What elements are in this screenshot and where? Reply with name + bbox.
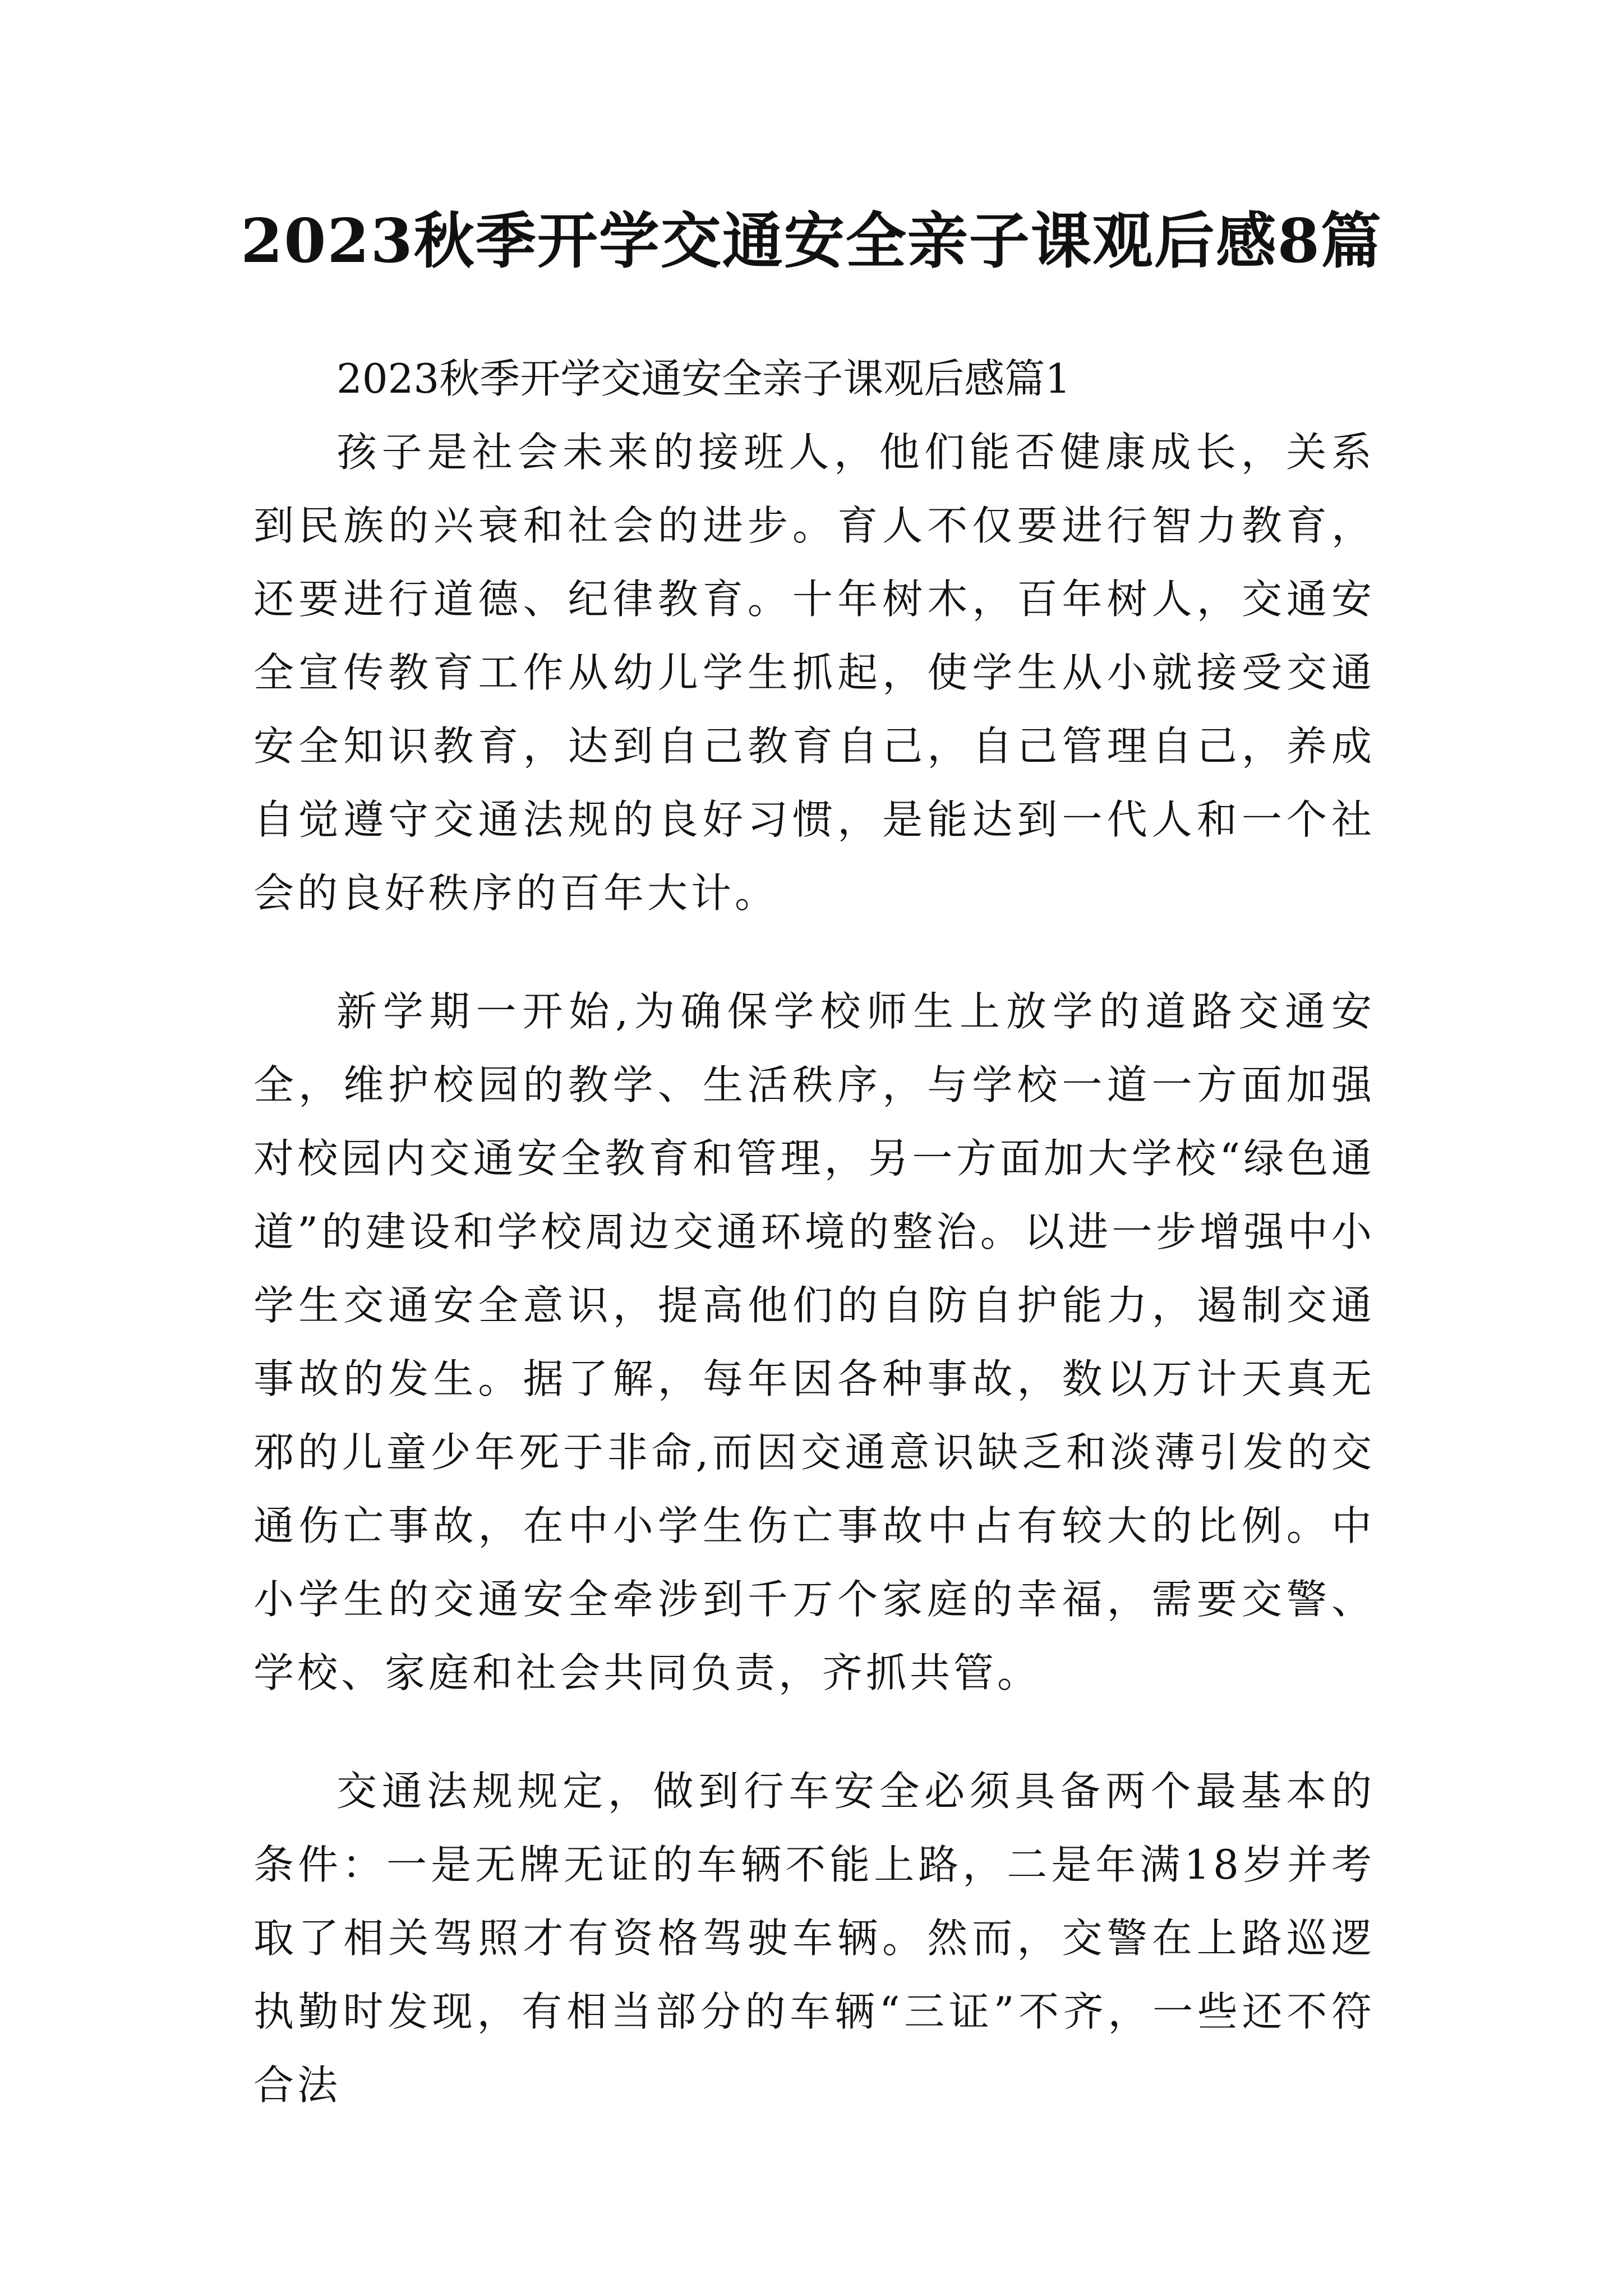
document-title: 2023秋季开学交通安全亲子课观后感8篇: [241, 206, 1382, 277]
paragraph-2: 新学期一开始,为确保学校师生上放学的道路交通安全，维护校园的教学、生活秩序，与学校一道一方面加强对校园内交通安全教育和管理，另一方面加大学校“绿色通道”的建设和学校周边交通环境的整治。以进一步增强中小学生交通安全意识，提高他们的自防自护能力，遏制交通事故的发生。据了解，每年因各种事故，数以万计天真无邪的儿童少年死于非命,而因交通意识缺乏和淡薄引发的交通伤亡事故，在中小学生伤亡事故中占有较大的比例。中小学生的交通安全牵涉到千万个家庭的幸福，需要交警、学校、家庭和社会共同负责，齐抓共管。: [253, 988, 1375, 1696]
section-heading: 2023秋季开学交通安全亲子课观后感篇1: [336, 355, 1071, 402]
document-body: [253, 342, 1375, 2122]
paragraph-1: 孩子是社会未来的接班人，他们能否健康成长，关系到民族的兴衰和社会的进步。育人不仅要进行智力教育，还要进行道德、纪律教育。十年树木，百年树人，交通安全宣传教育工作从幼儿学生抓起，使学生从小就接受交通安全知识教育，达到自己教育自己，自己管理自己，养成自觉遵守交通法规的良好习惯，是能达到一代人和一个社会的良好秩序的百年大计。: [253, 429, 1375, 917]
paragraph-3: 交通法规规定，做到行车安全必须具备两个最基本的条件：一是无牌无证的车辆不能上路，二是年满18岁并考取了相关驾照才有资格驾驶车辆。然而，交警在上路巡逻执勤时发现，有相当部分的车辆“三证”不齐，一些还不符合法: [253, 1768, 1375, 2109]
